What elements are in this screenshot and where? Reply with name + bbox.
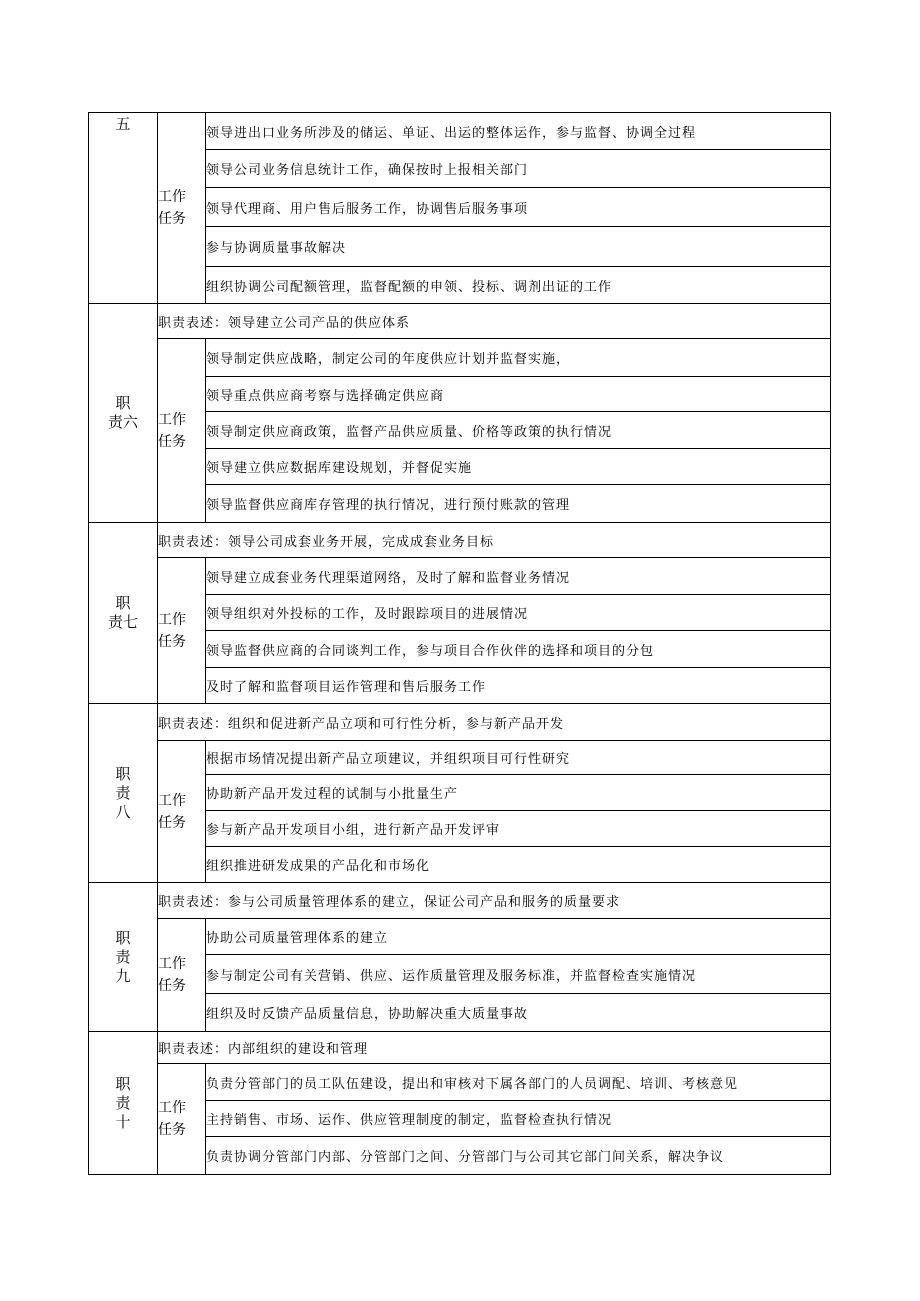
- task-sub-label: 工作 任务: [158, 741, 206, 883]
- duty-statement: 职责表述：领导建立公司产品的供应体系: [158, 304, 831, 339]
- duty-label-5: 五: [89, 113, 158, 304]
- task-sub-label: 工作 任务: [158, 339, 206, 523]
- task-item: 领导建立成套业务代理渠道网络，及时了解和监督业务情况: [206, 558, 831, 595]
- table-row: [89, 304, 831, 339]
- duty-statement: 职责表述：内部组织的建设和管理: [158, 1032, 831, 1064]
- task-sub-label: 工作 任务: [158, 558, 206, 704]
- task-item: 领导建立供应数据库建设规划，并督促实施: [206, 449, 831, 485]
- duty-label-9: 职 责 九: [89, 883, 158, 1032]
- table-row: [89, 113, 831, 150]
- task-item: 领导组织对外投标的工作，及时跟踪项目的进展情况: [206, 595, 831, 631]
- task-item: 组织协调公司配额管理，监督配额的申领、投标、调剂出证的工作: [206, 267, 831, 304]
- table-row: [89, 704, 831, 741]
- task-item: 领导制定供应战略，制定公司的年度供应计划并监督实施，: [206, 339, 831, 377]
- duty-statement: 职责表述：组织和促进新产品立项和可行性分析，参与新产品开发: [158, 704, 831, 741]
- task-item: 领导重点供应商考察与选择确定供应商: [206, 377, 831, 412]
- table-row: [89, 883, 831, 919]
- table-row: [89, 558, 831, 595]
- table-row: [89, 1064, 831, 1101]
- duty-statement: 职责表述：参与公司质量管理体系的建立，保证公司产品和服务的质量要求: [158, 883, 831, 919]
- task-item: 及时了解和监督项目运作管理和售后服务工作: [206, 668, 831, 704]
- task-sub-label: 工作 任务: [158, 113, 206, 304]
- table-row: [89, 741, 831, 775]
- task-item: 主持销售、市场、运作、供应管理制度的制定，监督检查执行情况: [206, 1101, 831, 1137]
- task-item: 领导监督供应商的合同谈判工作，参与项目合作伙伴的选择和项目的分包: [206, 631, 831, 668]
- task-item: 负责协调分管部门内部、分管部门之间、分管部门与公司其它部门间关系，解决争议: [206, 1137, 831, 1175]
- table-row: [89, 523, 831, 558]
- task-item: 领导代理商、用户售后服务工作，协调售后服务事项: [206, 188, 831, 227]
- table-row: [89, 919, 831, 955]
- task-item: 领导公司业务信息统计工作，确保按时上报相关部门: [206, 150, 831, 188]
- task-item: 领导进出口业务所涉及的储运、单证、出运的整体运作，参与监督、协调全过程: [206, 113, 831, 150]
- duty-table: [88, 112, 831, 1175]
- task-sub-label: 工作 任务: [158, 919, 206, 1032]
- duty-label-10: 职 责 十: [89, 1032, 158, 1175]
- task-item: 领导制定供应商政策，监督产品供应质量、价格等政策的执行情况: [206, 412, 831, 449]
- task-item: 组织及时反馈产品质量信息，协助解决重大质量事故: [206, 994, 831, 1032]
- task-item: 协助公司质量管理体系的建立: [206, 919, 831, 955]
- task-item: 根据市场情况提出新产品立项建议，并组织项目可行性研究: [206, 741, 831, 775]
- task-sub-label: 工作 任务: [158, 1064, 206, 1175]
- task-item: 参与新产品开发项目小组，进行新产品开发评审: [206, 811, 831, 847]
- task-item: 协助新产品开发过程的试制与小批量生产: [206, 775, 831, 811]
- duty-statement: 职责表述：领导公司成套业务开展，完成成套业务目标: [158, 523, 831, 558]
- table-row: [89, 339, 831, 377]
- task-item: 参与协调质量事故解决: [206, 227, 831, 267]
- task-item: 参与制定公司有关营销、供应、运作质量管理及服务标准，并监督检查实施情况: [206, 955, 831, 994]
- task-item: 组织推进研发成果的产品化和市场化: [206, 847, 831, 883]
- duty-label-7: 职 责七: [89, 523, 158, 704]
- duty-label-8: 职 责 八: [89, 704, 158, 883]
- duty-label-6: 职 责六: [89, 304, 158, 523]
- task-item: 负责分管部门的员工队伍建设，提出和审核对下属各部门的人员调配、培训、考核意见: [206, 1064, 831, 1101]
- task-item: 领导监督供应商库存管理的执行情况，进行预付账款的管理: [206, 485, 831, 523]
- table-row: [89, 1032, 831, 1064]
